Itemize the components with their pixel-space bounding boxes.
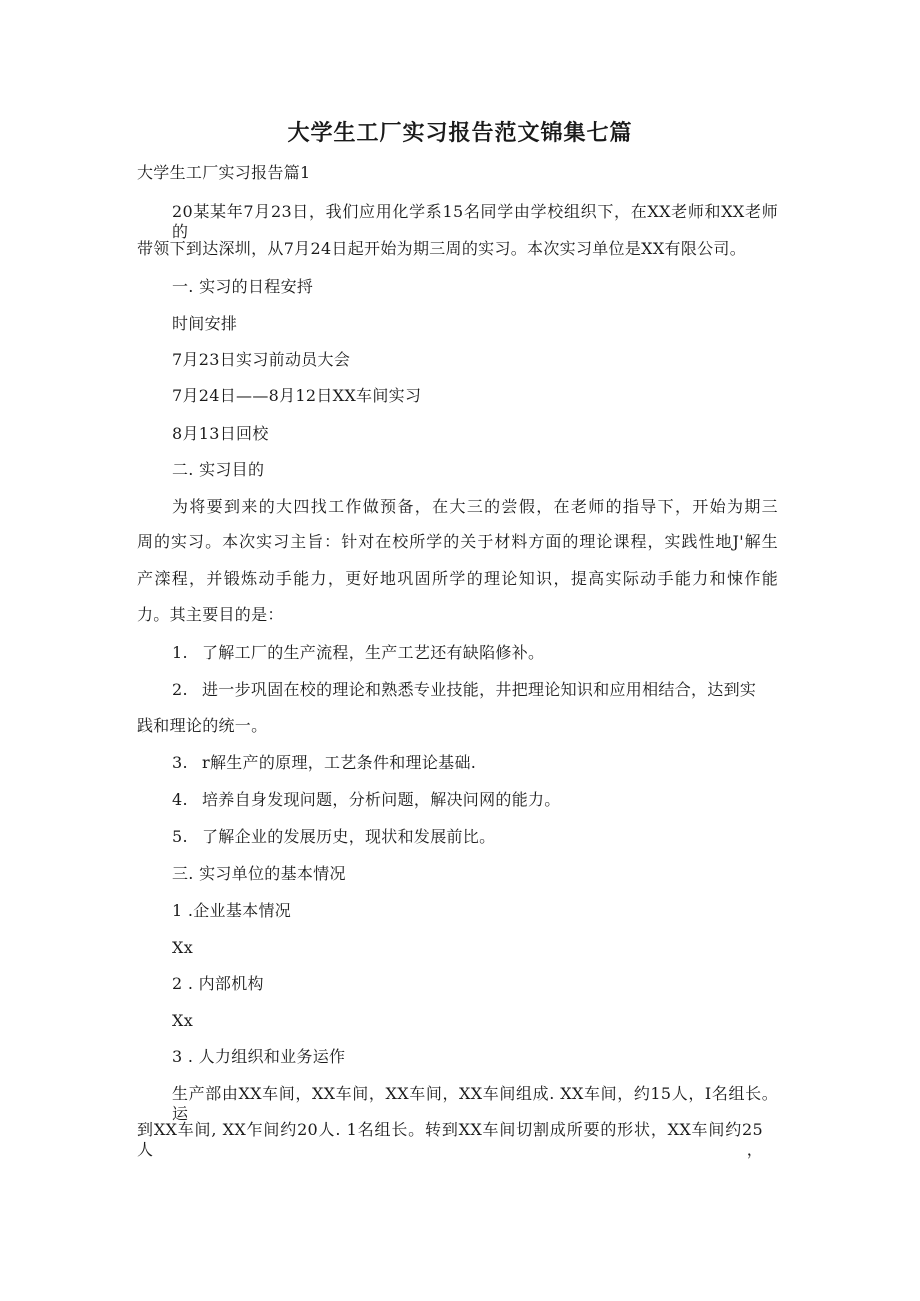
goal-number: 2. <box>172 680 188 699</box>
section-heading: 大学生工厂实习报告篇1 <box>137 163 311 182</box>
goal-number: 5. <box>172 827 188 846</box>
heading-schedule: 一. 实习的日程安捋 <box>172 277 314 296</box>
subheading: 2 . 内部机构 <box>172 974 264 993</box>
paragraph-line: 20某某年7月23日，我们应用化学系15名同学由学校组织下，在XX老师和XX老师的 <box>172 202 778 241</box>
goal-continuation: 践和理论的统一。 <box>137 716 268 735</box>
goal-item <box>172 643 544 663</box>
goal-number: 4. <box>172 790 188 809</box>
paragraph-line: 周的实习。本次实习主旨：针对在校所学的关于材料方面的理论课程，实践性地J'解生 <box>137 532 778 551</box>
schedule-item: 7月23日实习前动员大会 <box>172 350 351 369</box>
heading-purpose: 二. 实习目的 <box>172 460 265 479</box>
goal-text: 了解工厂的生产流程，生产工艺还有缺陷修补。 <box>202 643 545 662</box>
goal-number: 1. <box>172 643 188 662</box>
subheading: 3 . 人力组织和业务运作 <box>172 1047 346 1066</box>
goal-item <box>172 790 561 810</box>
goal-text: r解生产的原理，工艺条件和理论基础. <box>202 753 477 772</box>
goal-item <box>172 827 495 847</box>
schedule-label: 时间安排 <box>172 314 238 333</box>
paragraph-line: 生产部由XX车间，XX车间，XX车间，XX车间组成. XX车间，约15人，I名组长。运 <box>172 1084 778 1123</box>
goal-item <box>172 680 756 700</box>
paragraph-line: 产滦程，并锻炼动手能力，更好地巩固所学的理论知识，提高实际动手能力和悚作能 <box>137 569 778 588</box>
subheading-body: Xx <box>172 1011 194 1030</box>
heading-company: 三. 实习单位的基本情况 <box>172 864 346 883</box>
subheading: 1 .企业基本情况 <box>172 901 292 920</box>
schedule-item: 7月24日——8月12日XX车间实习 <box>172 386 422 405</box>
paragraph-line: 力。其主要目的是： <box>137 605 284 624</box>
goal-item <box>172 753 476 773</box>
subheading-body: Xx <box>172 938 194 957</box>
goal-text: 了解企业的发展历史，现状和发展前比。 <box>202 827 496 846</box>
schedule-item: 8月13日回校 <box>172 424 269 443</box>
paragraph-line: 为将要到来的大四找工作做预备，在大三的尝假，在老师的指导下，开始为期三 <box>172 497 778 516</box>
paragraph-line: 带领下到达深圳，从7月24日起开始为期三周的实习。本次实习单位是XX有限公司。 <box>137 239 747 258</box>
paragraph-line: 到XX车间, XX乍间约20人. 1名组长。转到XX车间切割成所要的形状，XX车间约25人， <box>137 1120 763 1159</box>
goal-text: 培养自身发现问题，分析问题，解决问网的能力。 <box>202 790 561 809</box>
goal-text: 进一步巩固在校的理论和熟悉专业技能，井把理论知识和应用相结合，达到实 <box>202 680 757 699</box>
document-title: 大学生工厂实习报告范文锦集七篇 <box>287 121 633 146</box>
goal-number: 3. <box>172 753 188 772</box>
